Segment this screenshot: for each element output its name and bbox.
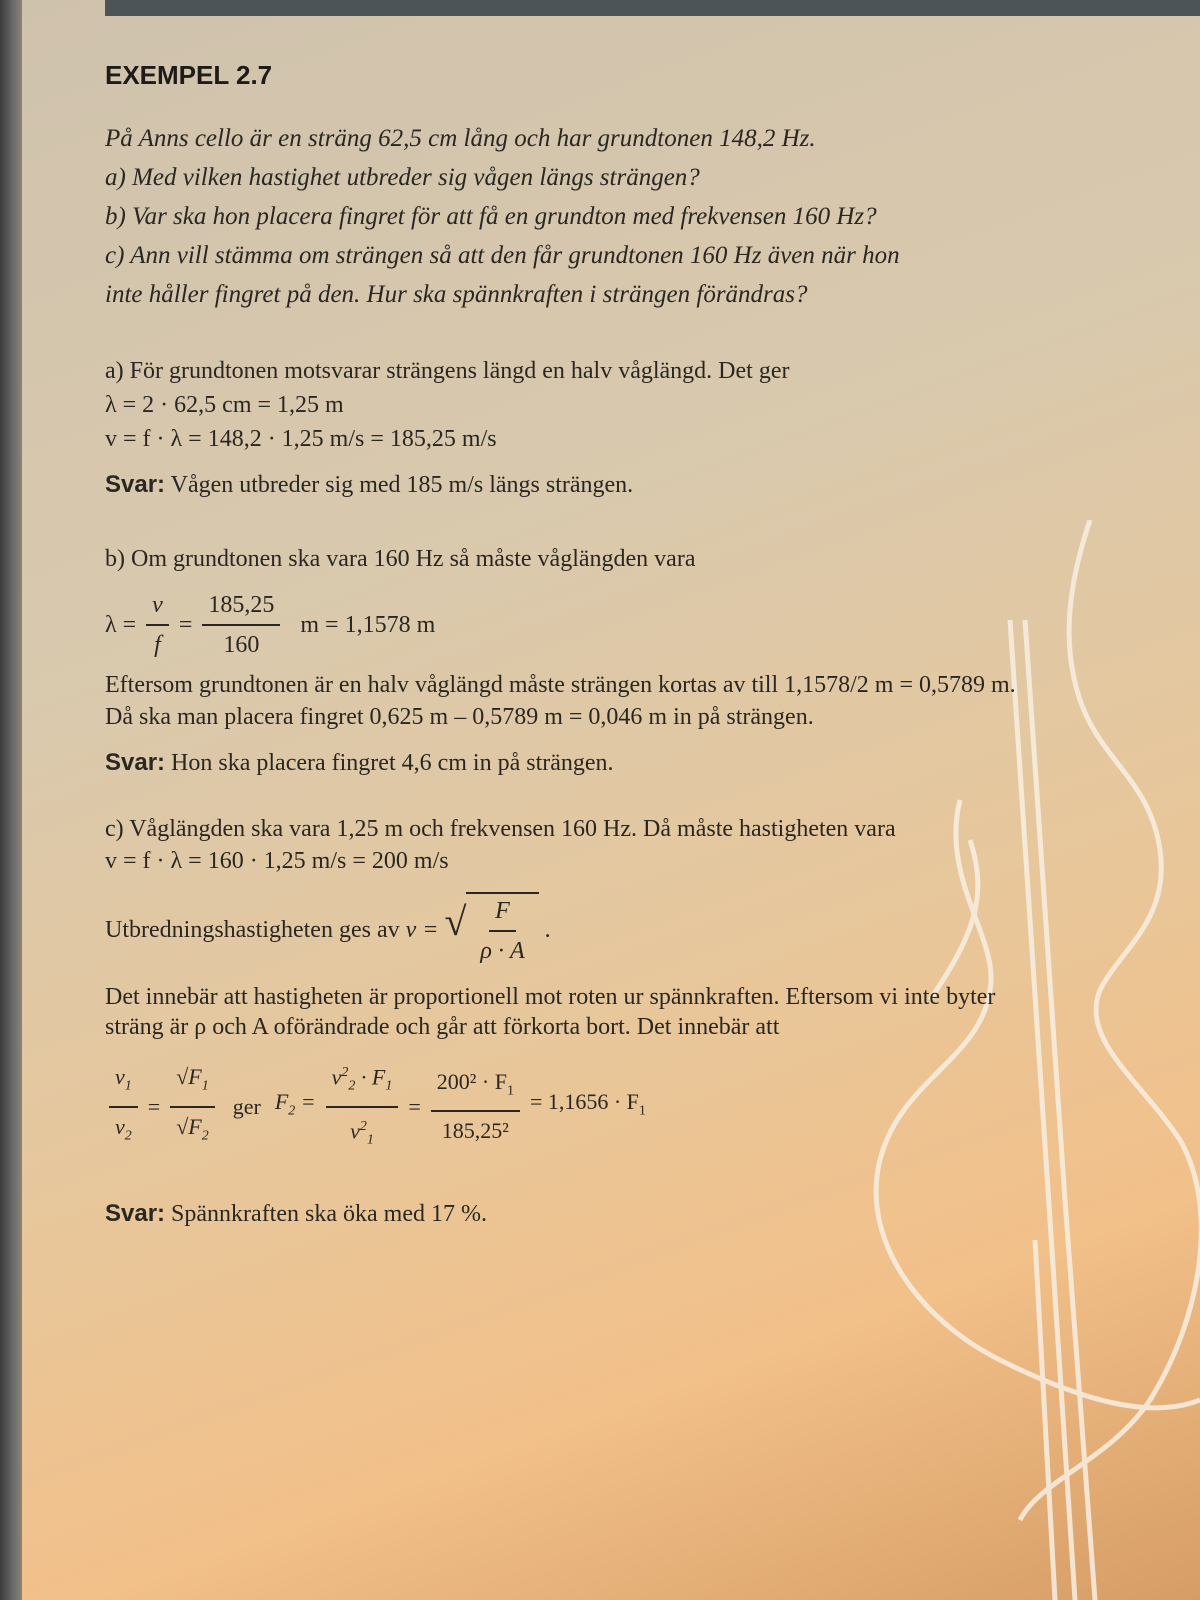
task-line-1: På Anns cello är en sträng 62,5 cm lång och har grundtonen 148,2 Hz. <box>105 125 816 152</box>
frac-num-F: F <box>489 894 516 932</box>
task-line-c: c) Ann vill stämma om strängen så att den får grundtonen 160 Hz även när hon <box>105 242 900 269</box>
sqrt-sign: √ <box>444 899 467 944</box>
F2-lhs: $F_2$ = <box>274 1089 316 1119</box>
answer-b-text: Hon ska placera fingret 4,6 cm in på strängen. <box>165 750 614 776</box>
force-ratio-equation: $\frac{v_1}{v_2}$ = $\frac{√F_1}{√F_2}$ ger $F_2$ = $\frac{v^2_2 \cdot F_1}{v^2_1}$ = $\frac{200^2 \cdot F_1}{\text{185,25²}}$ = $1,1656 \cdot F_1$ <box>105 1056 1045 1157</box>
wavelength-equation <box>105 588 1045 662</box>
v1-over-v2 <box>109 1060 138 1153</box>
answer-label: Svar: <box>105 749 166 776</box>
task-statement <box>105 119 1045 314</box>
example-heading: EXEMPEL 2.7 <box>105 60 273 90</box>
v1-symbol: v <box>115 1064 125 1090</box>
frac-den-sqrtF2: $√F_2$ <box>176 1113 209 1144</box>
frac-den-value: 160 <box>223 632 260 658</box>
equals-sign: = <box>178 612 193 638</box>
sqrtF1-over-sqrtF2 <box>170 1060 215 1153</box>
solution-c-p1: Det innebär att hastigheten är proportionell mot roten ur spännkraften. Eftersom vi inte byter sträng är ρ och A oförändrade och går att förkorta bort. Det innebär att <box>105 984 996 1040</box>
frac-num-v2sq: $v^2_2 \cdot F_1$ <box>326 1056 399 1108</box>
sqrt-expression <box>444 892 538 968</box>
speed-v-eq: v = <box>405 917 439 943</box>
solution-a-intro: a) För grundtonen motsvarar strängens längd en halv våglängd. Det ger <box>105 358 790 384</box>
frac-num-v: v <box>146 588 169 626</box>
book-spine <box>0 0 22 1600</box>
period: . <box>544 917 551 943</box>
frac-den-rhoA: ρ · A <box>480 938 525 964</box>
F1-symbol: F <box>188 1064 202 1090</box>
frac-den-f: f <box>154 632 161 658</box>
solution-c <box>105 814 1045 1231</box>
task-line-b: b) Var ska hon placera fingret för att få en grundton med frekvensen 160 Hz? <box>105 203 877 230</box>
speed-text: Utbredningshastigheten ges av <box>105 917 400 943</box>
exempel-page <box>105 60 1045 1231</box>
frac-den-v2: $v_2$ <box>115 1113 132 1144</box>
frac-num-sqrtF1: $√F_1$ <box>170 1060 215 1107</box>
answer-a <box>105 468 1045 502</box>
ger-word: ger <box>232 1093 261 1119</box>
answer-a-text: Vågen utbreder sig med 185 m/s längs strängen. <box>165 472 634 498</box>
frac-num-200: $200^2 \cdot F_1$ <box>431 1065 520 1112</box>
F2-lhs-symbol: F <box>274 1089 289 1115</box>
solution-a <box>105 354 1045 502</box>
v2sq-symbol: v <box>331 1064 342 1090</box>
answer-c-text: Spännkraften ska öka med 17 %. <box>165 1201 487 1228</box>
speed-formula <box>105 892 1045 968</box>
header-band <box>105 0 1200 16</box>
task-line-c-cont: inte håller fingret på den. Hur ska spännkraften i strängen förändras? <box>105 281 808 308</box>
answer-c <box>105 1197 1045 1231</box>
answer-b <box>105 746 1045 780</box>
answer-label: Svar: <box>105 1200 166 1228</box>
solution-b <box>105 542 1045 780</box>
frac-den-v1sq: $v^2_1$ <box>350 1118 374 1148</box>
solution-b-p2: Då ska man placera fingret 0,625 m – 0,5789 m = 0,046 m in på strängen. <box>105 704 814 730</box>
wavelength-result: m = 1,1578 m <box>300 612 436 638</box>
numeric-fraction <box>431 1065 520 1148</box>
solution-c-intro: c) Våglängden ska vara 1,25 m och frekvensen 160 Hz. Då måste hastigheten vara <box>105 816 896 842</box>
solution-c-eq1: v = f · λ = 160 · 1,25 m/s = 200 m/s <box>105 848 449 874</box>
f-over-rhoa <box>474 894 530 968</box>
v-over-f <box>146 588 169 662</box>
solution-b-intro: b) Om grundtonen ska vara 160 Hz så måste våglängden vara <box>105 546 696 572</box>
force-result: = $1,1656 \cdot F_1$ <box>529 1089 646 1119</box>
value-fraction <box>202 588 280 662</box>
v1sq-symbol: v <box>350 1118 360 1144</box>
v2sqF1-over-v1sq <box>326 1056 399 1157</box>
solution-a-eq2: v = f · λ = 148,2 · 1,25 m/s = 185,25 m/s <box>105 426 497 452</box>
force-result-text: = 1,1656 · F <box>529 1089 639 1115</box>
num-200-text: 200² · F <box>436 1069 507 1095</box>
frac-den-185: 185,25² <box>441 1118 509 1144</box>
frac-num-v1: $v_1$ <box>109 1060 138 1107</box>
frac-num-value: 185,25 <box>202 588 280 626</box>
task-line-a: a) Med vilken hastighet utbreder sig vågen längs strängen? <box>105 164 700 191</box>
F2-symbol: F <box>188 1113 202 1139</box>
v2-symbol: v <box>115 1113 125 1139</box>
lambda-eq: λ = <box>105 612 137 638</box>
sqrt-radicand <box>466 892 538 968</box>
solution-a-eq1: λ = 2 · 62,5 cm = 1,25 m <box>105 392 344 418</box>
solution-b-p1: Eftersom grundtonen är en halv våglängd måste strängen kortas av till 1,1578/2 m = 0,5789 m. <box>105 672 1016 698</box>
answer-label: Svar: <box>105 471 166 498</box>
